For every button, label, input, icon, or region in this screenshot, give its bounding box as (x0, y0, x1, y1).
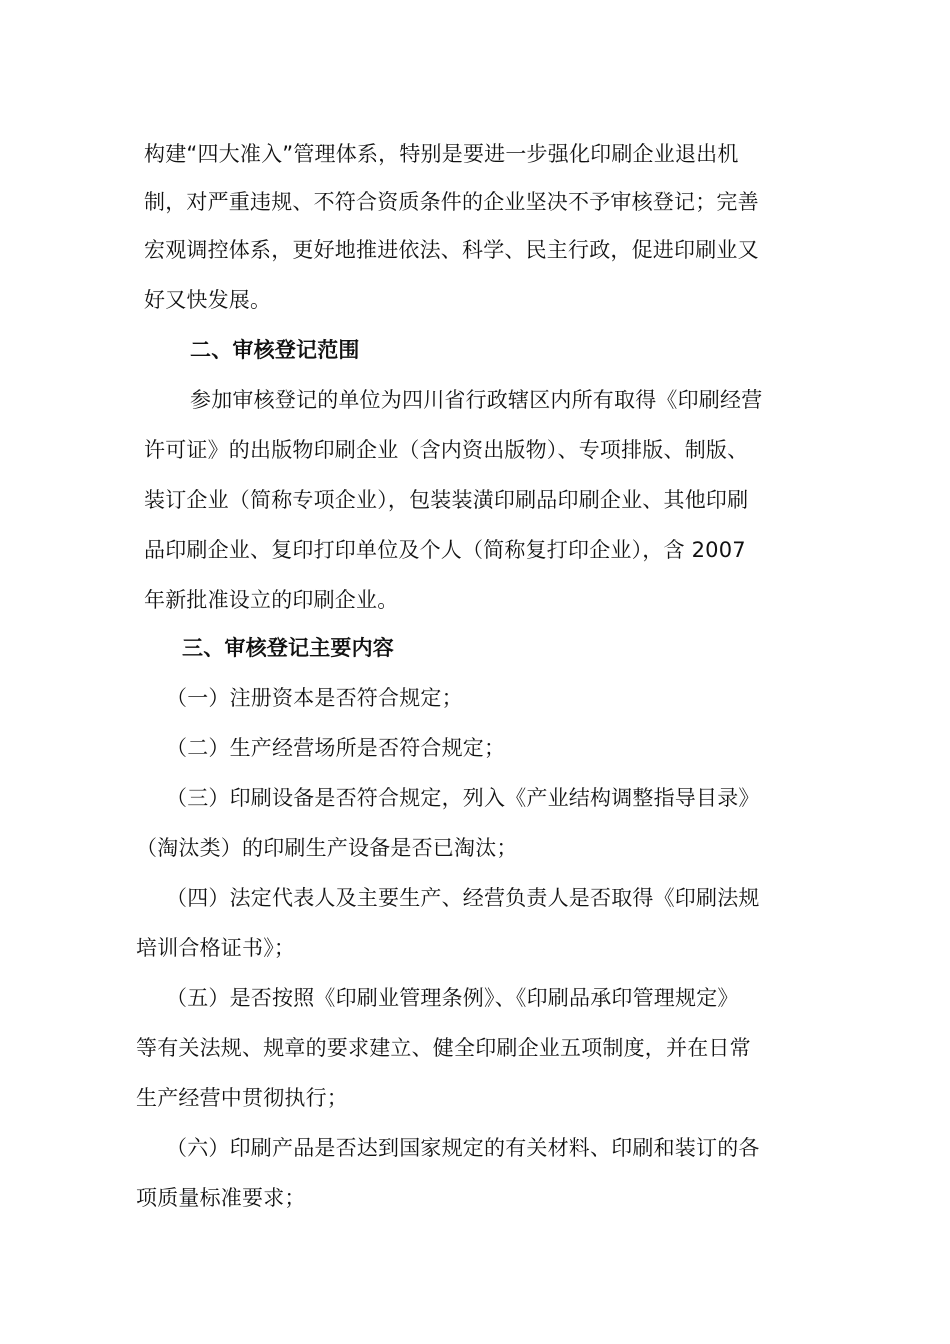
list-item-line: （四）法定代表人及主要生产、经营负责人是否取得《印刷法规 (166, 886, 760, 910)
paragraph-line: 宏观调控体系，更好地推进依法、科学、民主行政，促进印刷业又 (144, 238, 759, 262)
section-heading: 二、审核登记范围 (190, 338, 360, 362)
list-item-line: （淘汰类）的印刷生产设备是否已淘汰； (136, 836, 518, 860)
list-item-line: 等有关法规、规章的要求建立、健全印刷企业五项制度，并在日常 (136, 1036, 751, 1060)
list-item-line: 项质量标准要求； (136, 1186, 306, 1210)
list-item-line: （一）注册资本是否符合规定； (166, 686, 463, 710)
list-item-line: 培训合格证书》； (136, 936, 296, 960)
paragraph-line: 品印刷企业、复印打印单位及个人（简称复打印企业），含 2007 (144, 538, 746, 562)
list-item-line: （六）印刷产品是否达到国家规定的有关材料、印刷和装订的各 (166, 1136, 760, 1160)
paragraph-line: 好又快发展。 (144, 288, 272, 312)
list-item-line: （三）印刷设备是否符合规定，列入《产业结构调整指导目录》 (166, 786, 760, 810)
paragraph-line: 年新批准设立的印刷企业。 (144, 588, 399, 612)
list-item-line: 生产经营中贯彻执行； (136, 1086, 348, 1110)
section-heading: 三、审核登记主要内容 (182, 636, 394, 660)
paragraph-line: 构建“四大准入”管理体系，特别是要进一步强化印刷企业退出机 (144, 142, 739, 166)
paragraph-line: 参加审核登记的单位为四川省行政辖区内所有取得《印刷经营 (190, 388, 763, 412)
paragraph-line: 制，对严重违规、不符合资质条件的企业坚决不予审核登记；完善 (144, 190, 759, 214)
list-item-line: （二）生产经营场所是否符合规定； (166, 736, 506, 760)
paragraph-line: 装订企业（简称专项企业），包装装潢印刷品印刷企业、其他印刷 (144, 488, 749, 512)
paragraph-line: 许可证》的出版物印刷企业（含内资出版物）、专项排版、制版、 (144, 438, 749, 462)
list-item-line: （五）是否按照《印刷业管理条例》、《印刷品承印管理规定》 (166, 986, 739, 1010)
